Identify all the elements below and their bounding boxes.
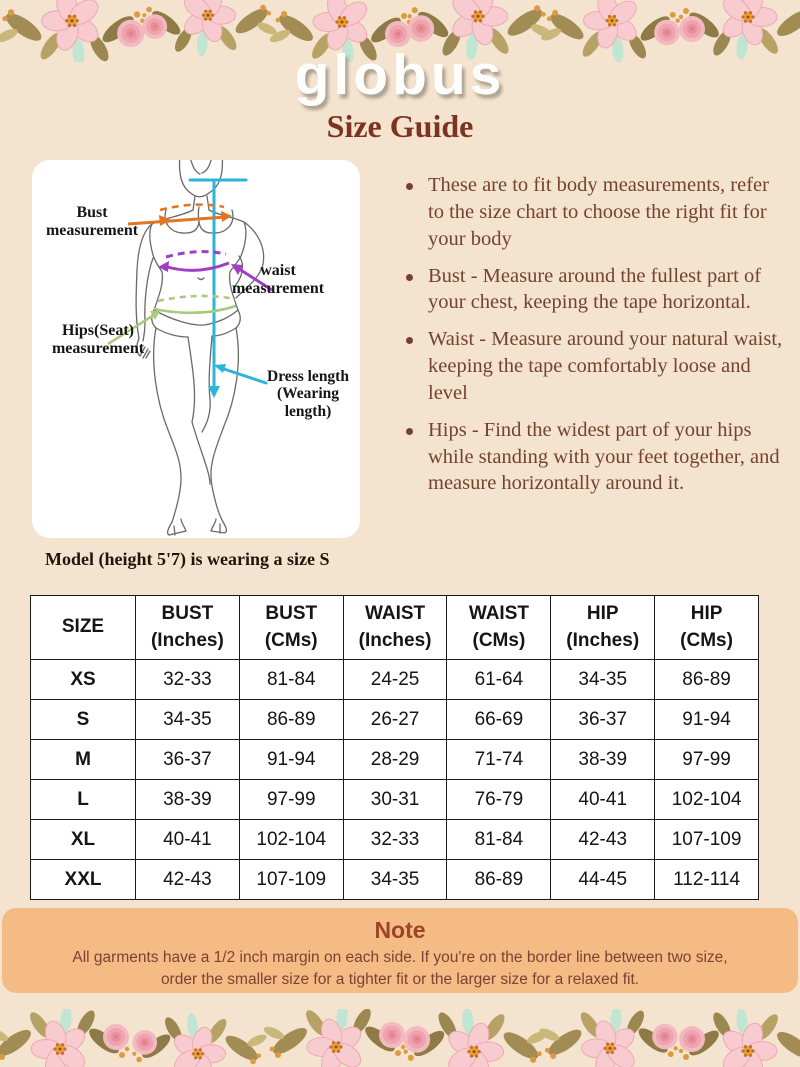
- measurement-cell: 66-69: [447, 700, 551, 740]
- dress-label-line1: Dress length: [267, 368, 349, 385]
- hips-label-line2: measurement: [51, 339, 145, 357]
- measurement-cell: 86-89: [655, 660, 759, 700]
- measurement-cell: 81-84: [447, 820, 551, 860]
- measurement-cell: 24-25: [343, 660, 447, 700]
- model-size-note: Model (height 5'7) is wearing a size S: [45, 549, 330, 569]
- measurement-cell: 34-35: [136, 700, 240, 740]
- table-row: [31, 860, 759, 900]
- column-header-waist-inches-: WAIST (Inches): [343, 596, 447, 660]
- measurement-cell: 34-35: [343, 860, 447, 900]
- measurement-cell: 91-94: [655, 700, 759, 740]
- measurement-cell: 61-64: [447, 660, 551, 700]
- measurement-cell: 38-39: [136, 780, 240, 820]
- measurement-cell: 91-94: [239, 740, 343, 780]
- instruction-item: Waist - Measure around your natural waist, keeping the tape comfortably loose and level: [402, 326, 790, 407]
- column-header-bust-inches-: BUST (Inches): [136, 596, 240, 660]
- measurement-cell: 26-27: [343, 700, 447, 740]
- size-cell: L: [31, 780, 136, 820]
- column-header-hip-cms-: HIP (CMs): [655, 596, 759, 660]
- measurement-cell: 102-104: [239, 820, 343, 860]
- measurement-cell: 86-89: [239, 700, 343, 740]
- column-header-bust-cms-: BUST (CMs): [239, 596, 343, 660]
- brand-logo: globus: [294, 43, 506, 107]
- measurement-cell: 81-84: [239, 660, 343, 700]
- size-cell: XL: [31, 820, 136, 860]
- measurement-cell: 107-109: [655, 820, 759, 860]
- measurement-cell: 71-74: [447, 740, 551, 780]
- measurement-cell: 32-33: [136, 660, 240, 700]
- hips-label-line1: Hips(Seat): [62, 322, 134, 339]
- measurement-cell: 32-33: [343, 820, 447, 860]
- table-row: [31, 740, 759, 780]
- measurement-cell: 44-45: [551, 860, 655, 900]
- table-row: [31, 820, 759, 860]
- measurement-cell: 97-99: [239, 780, 343, 820]
- size-cell: S: [31, 700, 136, 740]
- measurement-cell: 76-79: [447, 780, 551, 820]
- table-row: [31, 660, 759, 700]
- dress-length-label: [256, 368, 360, 420]
- measurement-cell: 107-109: [239, 860, 343, 900]
- table-row: [31, 700, 759, 740]
- measurement-cell: 40-41: [136, 820, 240, 860]
- instruction-item: Bust - Measure around the fullest part of your chest, keeping the tape horizontal.: [402, 263, 790, 317]
- instructions-list: [402, 172, 790, 507]
- measurement-cell: 40-41: [551, 780, 655, 820]
- waist-label-line1: waist: [260, 262, 296, 279]
- column-header-waist-cms-: WAIST (CMs): [447, 596, 551, 660]
- floral-border-bottom: [0, 1009, 800, 1067]
- measurement-cell: 34-35: [551, 660, 655, 700]
- size-cell: XXL: [31, 860, 136, 900]
- note-title: Note: [374, 917, 426, 943]
- column-header-size: SIZE: [31, 596, 136, 660]
- measurement-cell: 42-43: [136, 860, 240, 900]
- size-table-body: [31, 660, 759, 900]
- table-row: [31, 780, 759, 820]
- instruction-item: Hips - Find the widest part of your hips while standing with your feet together, and measure horizontally around it.: [402, 417, 790, 498]
- bust-label-line2: measurement: [45, 221, 139, 239]
- size-table-head-row: [31, 596, 759, 660]
- measurement-cell: 97-99: [655, 740, 759, 780]
- size-chart-table: [30, 595, 759, 900]
- measurement-cell: 86-89: [447, 860, 551, 900]
- waist-measurement-label: [228, 262, 328, 298]
- note-box: [2, 908, 798, 993]
- measurement-diagram: [32, 160, 360, 538]
- measurement-cell: 36-37: [551, 700, 655, 740]
- waist-label-line2: measurement: [231, 279, 325, 297]
- measurement-cell: 38-39: [551, 740, 655, 780]
- measurement-cell: 28-29: [343, 740, 447, 780]
- measurement-cell: 36-37: [136, 740, 240, 780]
- note-text: All garments have a 1/2 inch margin on each side. If you're on the border line between two size, order the smaller size for a tighter fit or the larger size for a relaxed fit.: [72, 949, 728, 988]
- measurement-cell: 102-104: [655, 780, 759, 820]
- column-header-hip-inches-: HIP (Inches): [551, 596, 655, 660]
- instruction-item: These are to fit body measurements, refer to the size chart to choose the right fit for your body: [402, 172, 790, 253]
- hips-measurement-label: [48, 322, 148, 358]
- dress-label-line2: (Wearing length): [277, 385, 339, 420]
- measurement-cell: 42-43: [551, 820, 655, 860]
- page-title: Size Guide: [326, 108, 474, 144]
- size-cell: M: [31, 740, 136, 780]
- size-cell: XS: [31, 660, 136, 700]
- bust-label-line1: Bust: [76, 204, 108, 221]
- measurement-cell: 30-31: [343, 780, 447, 820]
- bust-measurement-label: [42, 204, 142, 240]
- measurement-cell: 112-114: [655, 860, 759, 900]
